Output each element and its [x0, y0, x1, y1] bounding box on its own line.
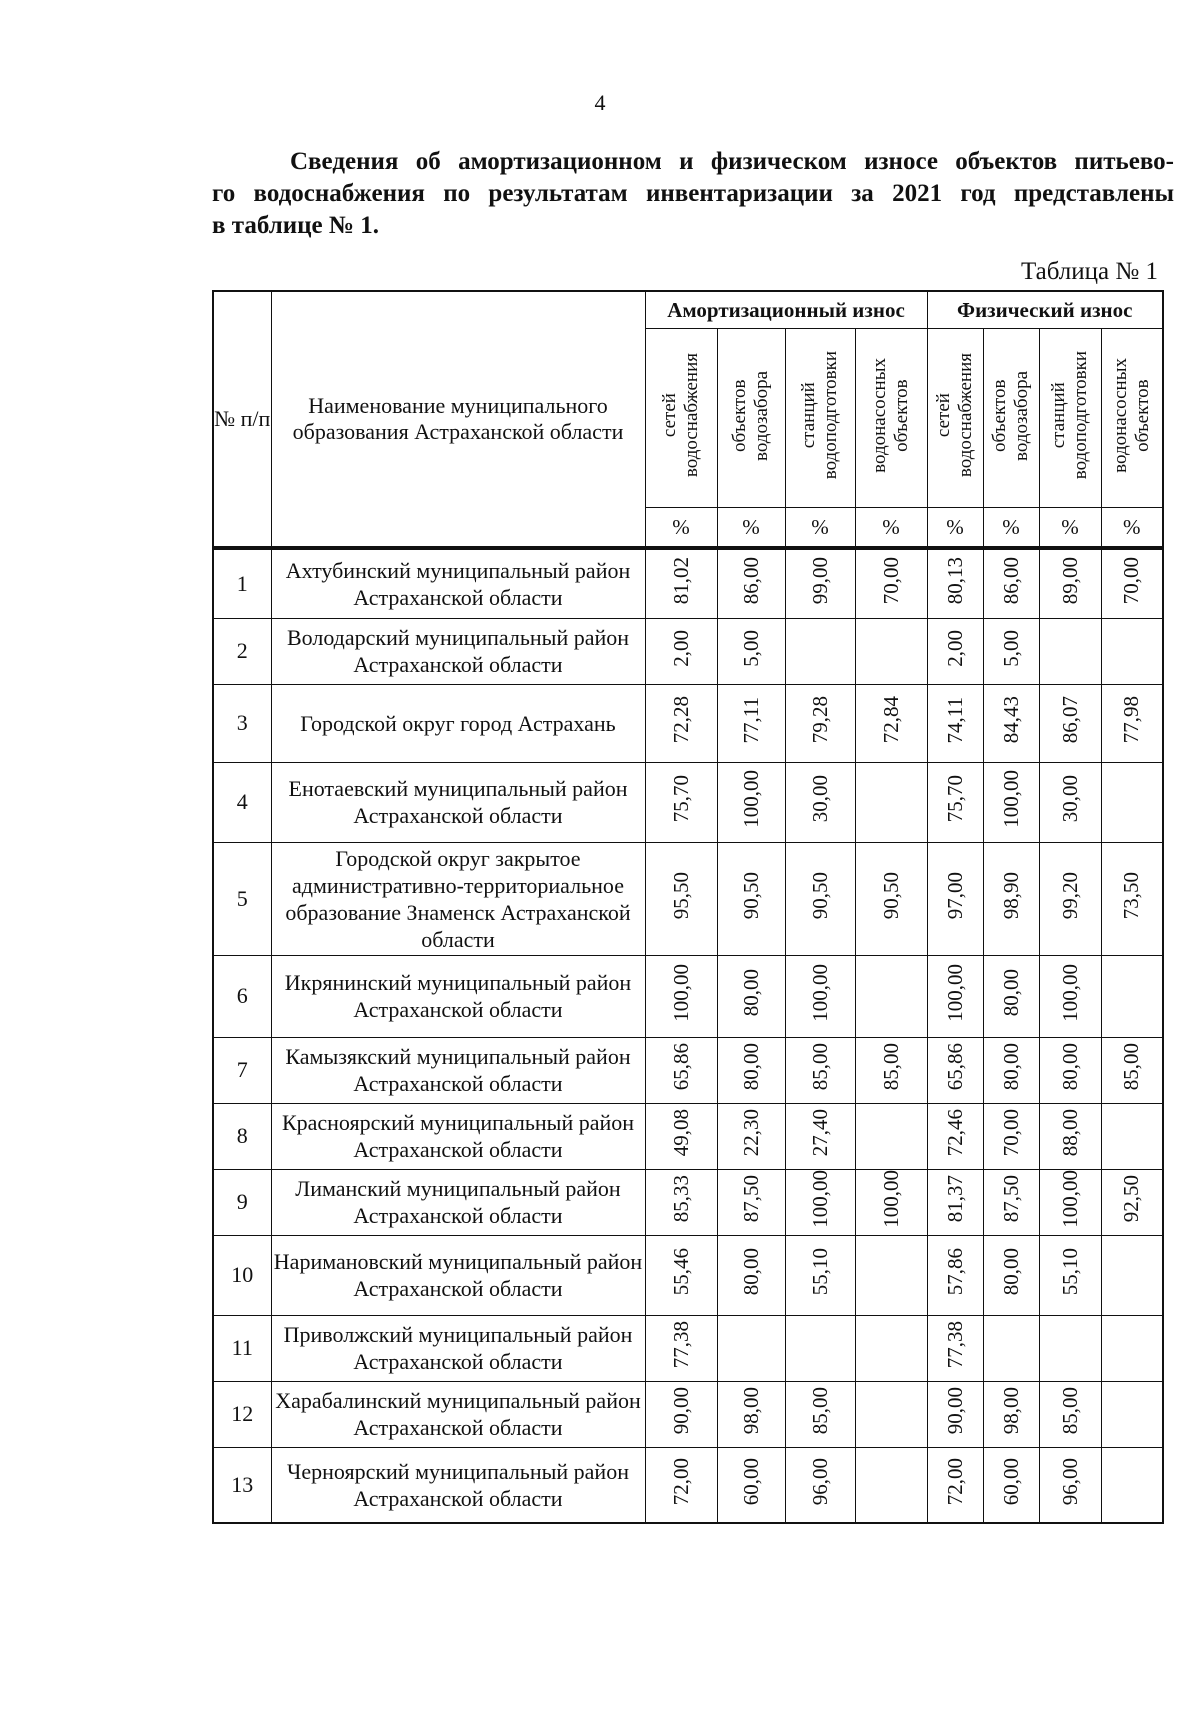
value-cell [1039, 842, 1101, 955]
value-text: 85,00 [1119, 1043, 1144, 1091]
value-cell [855, 762, 927, 842]
value-cell [983, 1103, 1039, 1169]
value-text: 100,00 [807, 1170, 832, 1228]
sub-header-text [659, 353, 703, 477]
unit-cell: % [717, 508, 785, 549]
value-cell [717, 1447, 785, 1523]
value-text: 90,00 [942, 1387, 967, 1435]
value-cell [1039, 955, 1101, 1037]
value-cell [983, 1169, 1039, 1235]
value-cell [785, 1235, 855, 1315]
sub-header-4 [927, 329, 983, 508]
value-text: 100,00 [807, 964, 832, 1022]
value-cell [717, 548, 785, 618]
value-text: 90,50 [807, 871, 832, 920]
value-cell [1101, 684, 1163, 762]
value-text: 80,00 [1057, 1043, 1082, 1091]
value-cell [983, 618, 1039, 684]
value-text: 75,70 [942, 775, 967, 823]
value-cell [855, 1103, 927, 1169]
municipality-name: Городской округ город Астрахань [271, 684, 645, 762]
value-cell [1039, 1235, 1101, 1315]
sub-header-text [1048, 351, 1092, 479]
row-number: 11 [213, 1315, 271, 1381]
value-text: 96,00 [1057, 1458, 1082, 1506]
value-text: 80,13 [942, 557, 967, 605]
value-text: 73,50 [1119, 871, 1144, 920]
value-text: 60,00 [998, 1458, 1023, 1506]
value-text: 89,00 [1057, 557, 1082, 605]
row-number: 4 [213, 762, 271, 842]
value-text: 49,08 [668, 1109, 693, 1157]
sub-header-line: водоподготовки [1070, 351, 1091, 480]
table-row [213, 1381, 1163, 1447]
value-text: 85,00 [807, 1387, 832, 1435]
unit-cell: % [927, 508, 983, 549]
sub-header-line: объектов [989, 379, 1010, 452]
value-cell [785, 762, 855, 842]
page-number: 4 [594, 90, 606, 115]
value-text: 85,00 [807, 1043, 832, 1091]
value-text: 65,86 [942, 1043, 967, 1091]
value-cell [983, 1381, 1039, 1447]
municipality-name: Городской округ закрытое административно-территориальное образование Знаменск Астраханской области [271, 842, 645, 955]
value-cell [1039, 762, 1101, 842]
value-text: 70,00 [878, 557, 903, 605]
value-cell [645, 548, 717, 618]
value-cell [645, 1169, 717, 1235]
header-name: Наименование муниципального образования Астраханской области [271, 291, 645, 548]
value-cell [785, 684, 855, 762]
value-text: 99,00 [807, 557, 832, 605]
table-row [213, 1315, 1163, 1381]
value-text: 98,00 [998, 1387, 1023, 1435]
value-text: 74,11 [942, 696, 967, 744]
value-text: 100,00 [878, 1170, 903, 1228]
value-text: 81,37 [942, 1175, 967, 1223]
value-cell [927, 618, 983, 684]
sub-header-line: сетей [933, 393, 954, 438]
value-text: 2,00 [942, 629, 967, 667]
value-text: 100,00 [668, 964, 693, 1022]
value-cell [927, 1315, 983, 1381]
value-text: 55,46 [668, 1248, 693, 1296]
value-cell [645, 684, 717, 762]
sub-header-line: сетей [659, 393, 680, 438]
value-text: 30,00 [1057, 775, 1082, 823]
sub-header-text [729, 371, 773, 461]
table-row [213, 548, 1163, 618]
sub-header-1 [717, 329, 785, 508]
value-text: 72,00 [668, 1458, 693, 1506]
value-cell [1101, 1235, 1163, 1315]
value-cell [855, 955, 927, 1037]
value-text: 70,00 [1119, 557, 1144, 605]
value-cell [645, 1037, 717, 1103]
value-cell [1101, 842, 1163, 955]
table-row [213, 618, 1163, 684]
value-cell [717, 684, 785, 762]
value-cell [927, 548, 983, 618]
value-text: 80,00 [738, 1043, 763, 1091]
row-number: 1 [213, 548, 271, 618]
value-text: 97,00 [942, 871, 967, 920]
row-number: 10 [213, 1235, 271, 1315]
value-text: 85,00 [1057, 1387, 1082, 1435]
value-text: 55,10 [807, 1248, 832, 1296]
intro-line: Сведения об амортизационном и физическом износе объектов питьево- [290, 148, 1174, 175]
row-number: 13 [213, 1447, 271, 1523]
municipality-name: Харабалинский муниципальный район Астраханской области [271, 1381, 645, 1447]
value-text: 2,00 [668, 629, 693, 667]
sub-header-line: водозабора [751, 370, 772, 461]
row-number: 7 [213, 1037, 271, 1103]
value-cell [717, 1235, 785, 1315]
value-cell [1039, 1169, 1101, 1235]
municipality-name: Володарский муниципальный район Астраханской области [271, 618, 645, 684]
value-text: 77,38 [668, 1321, 693, 1369]
municipality-name: Икрянинский муниципальный район Астраханской области [271, 955, 645, 1037]
value-cell [785, 618, 855, 684]
value-cell [855, 618, 927, 684]
intro-line: го водоснабжения по результатам инвентаризации за 2021 год представлены [212, 180, 1174, 207]
unit-cell: % [785, 508, 855, 549]
value-cell [855, 1447, 927, 1523]
intro-line: в таблице № 1. [212, 212, 380, 239]
value-text: 72,84 [878, 696, 903, 744]
value-text: 100,00 [1057, 964, 1082, 1022]
sub-header-text [989, 371, 1033, 461]
table-row [213, 842, 1163, 955]
value-cell [1039, 1447, 1101, 1523]
value-cell [645, 842, 717, 955]
value-cell [645, 1235, 717, 1315]
value-cell [1101, 955, 1163, 1037]
value-cell [927, 842, 983, 955]
value-cell [717, 1037, 785, 1103]
value-text: 5,00 [738, 629, 763, 667]
intro-paragraph [212, 146, 1174, 242]
value-text: 60,00 [738, 1458, 763, 1506]
sub-header-6 [1039, 329, 1101, 508]
value-cell [717, 1315, 785, 1381]
table-caption: Таблица № 1 [1020, 258, 1158, 285]
value-text: 98,00 [738, 1387, 763, 1435]
value-text: 80,00 [998, 1248, 1023, 1296]
value-cell [1039, 684, 1101, 762]
value-cell [1101, 548, 1163, 618]
value-text: 100,00 [738, 770, 763, 828]
value-cell [927, 1381, 983, 1447]
sub-header-text [798, 351, 842, 479]
row-number: 3 [213, 684, 271, 762]
sub-header-0 [645, 329, 717, 508]
value-cell [1039, 1315, 1101, 1381]
value-cell [927, 1169, 983, 1235]
unit-cell: % [983, 508, 1039, 549]
value-text: 96,00 [807, 1458, 832, 1506]
row-number: 9 [213, 1169, 271, 1235]
value-text: 30,00 [807, 775, 832, 823]
unit-cell: % [1039, 508, 1101, 549]
value-text: 95,50 [668, 871, 693, 920]
value-cell [927, 955, 983, 1037]
sub-header-line: станций [798, 382, 819, 449]
table-container [212, 290, 1153, 1524]
value-text: 87,50 [738, 1175, 763, 1223]
value-cell [1101, 1037, 1163, 1103]
value-text: 77,11 [738, 696, 763, 744]
value-cell [855, 684, 927, 762]
value-cell [983, 1315, 1039, 1381]
value-text: 90,00 [668, 1387, 693, 1435]
value-cell [983, 548, 1039, 618]
table-body [213, 548, 1163, 1523]
municipality-name: Камызякский муниципальный район Астраханской области [271, 1037, 645, 1103]
value-text: 77,38 [942, 1321, 967, 1369]
row-number: 2 [213, 618, 271, 684]
value-text: 57,86 [942, 1248, 967, 1296]
municipality-name: Приволжский муниципальный район Астраханской области [271, 1315, 645, 1381]
value-cell [983, 684, 1039, 762]
value-text: 79,28 [807, 696, 832, 744]
header-physical: Физический износ [927, 291, 1163, 329]
sub-header-line: водоснабжения [681, 353, 702, 478]
value-cell [1039, 1381, 1101, 1447]
value-cell [645, 1381, 717, 1447]
sub-header-line: водоподготовки [820, 351, 841, 480]
sub-header-line: водоснабжения [955, 353, 976, 478]
value-cell [785, 842, 855, 955]
value-text: 22,30 [738, 1109, 763, 1157]
value-cell [983, 955, 1039, 1037]
value-cell [927, 1103, 983, 1169]
value-text: 80,00 [738, 1248, 763, 1296]
value-cell [717, 842, 785, 955]
value-text: 80,00 [998, 1043, 1023, 1091]
value-text: 80,00 [738, 969, 763, 1017]
value-cell [1101, 1447, 1163, 1523]
value-cell [645, 1103, 717, 1169]
row-number: 8 [213, 1103, 271, 1169]
value-text: 100,00 [1057, 1170, 1082, 1228]
unit-cell: % [645, 508, 717, 549]
value-text: 100,00 [998, 770, 1023, 828]
wear-table [212, 290, 1164, 1524]
sub-header-5 [983, 329, 1039, 508]
sub-header-line: объектов [1131, 379, 1153, 452]
value-text: 70,00 [998, 1109, 1023, 1157]
value-text: 99,20 [1057, 871, 1082, 920]
value-cell [717, 1103, 785, 1169]
value-cell [927, 762, 983, 842]
value-cell [785, 548, 855, 618]
value-cell [785, 1315, 855, 1381]
value-cell [785, 1103, 855, 1169]
value-text: 72,46 [942, 1109, 967, 1157]
value-cell [855, 842, 927, 955]
value-cell [645, 762, 717, 842]
unit-cell: % [1101, 508, 1163, 549]
value-cell [1101, 762, 1163, 842]
value-cell [1039, 548, 1101, 618]
value-text: 90,50 [878, 871, 903, 920]
value-cell [927, 1037, 983, 1103]
table-row [213, 1037, 1163, 1103]
sub-header-line: станций [1048, 382, 1069, 449]
value-text: 100,00 [942, 964, 967, 1022]
value-text: 86,00 [998, 557, 1023, 605]
value-text: 65,86 [668, 1043, 693, 1091]
value-cell [717, 1169, 785, 1235]
value-cell [1101, 1169, 1163, 1235]
value-cell [645, 618, 717, 684]
sub-header-line: объектов [891, 379, 912, 452]
value-cell [983, 1447, 1039, 1523]
value-text: 5,00 [998, 629, 1023, 667]
municipality-name: Наримановский муниципальный район Астраханской области [271, 1235, 645, 1315]
sub-header-line: водонасосных [1109, 358, 1131, 473]
municipality-name: Черноярский муниципальный район Астраханской области [271, 1447, 645, 1523]
table-row [213, 1447, 1163, 1523]
value-cell [645, 955, 717, 1037]
sub-header-text [869, 358, 913, 473]
sub-header-line: водозабора [1011, 370, 1032, 461]
row-number: 5 [213, 842, 271, 955]
value-text: 87,50 [998, 1175, 1023, 1223]
value-cell [855, 1037, 927, 1103]
unit-cell: % [855, 508, 927, 549]
value-cell [645, 1447, 717, 1523]
value-cell [983, 842, 1039, 955]
value-text: 72,00 [942, 1458, 967, 1506]
value-text: 75,70 [668, 775, 693, 823]
value-cell [785, 1447, 855, 1523]
sub-header-line: водонасосных [869, 358, 890, 473]
value-text: 72,28 [668, 696, 693, 744]
value-cell [1039, 1037, 1101, 1103]
value-text: 86,00 [738, 557, 763, 605]
value-cell [855, 1169, 927, 1235]
municipality-name: Ахтубинский муниципальный район Астраханской области [271, 548, 645, 618]
value-cell [927, 1235, 983, 1315]
header-number: № п/п [213, 291, 271, 548]
value-cell [1039, 1103, 1101, 1169]
value-cell [1101, 1381, 1163, 1447]
table-row [213, 1235, 1163, 1315]
table-row [213, 684, 1163, 762]
municipality-name: Енотаевский муниципальный район Астраханской области [271, 762, 645, 842]
table-row [213, 1103, 1163, 1169]
row-number: 12 [213, 1381, 271, 1447]
value-cell [785, 1381, 855, 1447]
value-cell [927, 684, 983, 762]
value-text: 98,90 [998, 871, 1023, 920]
value-cell [855, 1315, 927, 1381]
value-cell [785, 955, 855, 1037]
value-cell [717, 762, 785, 842]
header-amortization: Амортизационный износ [645, 291, 927, 329]
sub-header-text [1110, 358, 1154, 473]
value-text: 88,00 [1057, 1109, 1082, 1157]
value-cell [785, 1037, 855, 1103]
sub-header-line: объектов [729, 379, 750, 452]
value-cell [983, 1037, 1039, 1103]
value-cell [717, 955, 785, 1037]
sub-header-7 [1101, 329, 1163, 508]
row-number: 6 [213, 955, 271, 1037]
table-row [213, 955, 1163, 1037]
value-cell [855, 1381, 927, 1447]
value-text: 27,40 [807, 1109, 832, 1157]
value-cell [645, 1315, 717, 1381]
value-text: 81,02 [668, 557, 693, 605]
municipality-name: Красноярский муниципальный район Астраханской области [271, 1103, 645, 1169]
value-cell [927, 1447, 983, 1523]
value-cell [1039, 618, 1101, 684]
table-row [213, 1169, 1163, 1235]
value-text: 85,00 [878, 1043, 903, 1091]
table-row [213, 762, 1163, 842]
value-cell [785, 1169, 855, 1235]
value-cell [1101, 618, 1163, 684]
value-text: 55,10 [1057, 1248, 1082, 1296]
value-cell [983, 1235, 1039, 1315]
municipality-name: Лиманский муниципальный район Астраханской области [271, 1169, 645, 1235]
value-cell [855, 1235, 927, 1315]
value-text: 90,50 [738, 871, 763, 920]
value-cell [983, 762, 1039, 842]
value-text: 92,50 [1119, 1175, 1144, 1223]
value-cell [1101, 1315, 1163, 1381]
value-text: 80,00 [998, 969, 1023, 1017]
value-cell [717, 1381, 785, 1447]
sub-header-3 [855, 329, 927, 508]
value-text: 77,98 [1119, 696, 1144, 744]
sub-header-text [933, 353, 977, 477]
sub-header-2 [785, 329, 855, 508]
value-text: 85,33 [668, 1175, 693, 1223]
value-cell [855, 548, 927, 618]
value-cell [1101, 1103, 1163, 1169]
value-text: 86,07 [1057, 696, 1082, 744]
value-text: 84,43 [998, 696, 1023, 744]
value-cell [717, 618, 785, 684]
